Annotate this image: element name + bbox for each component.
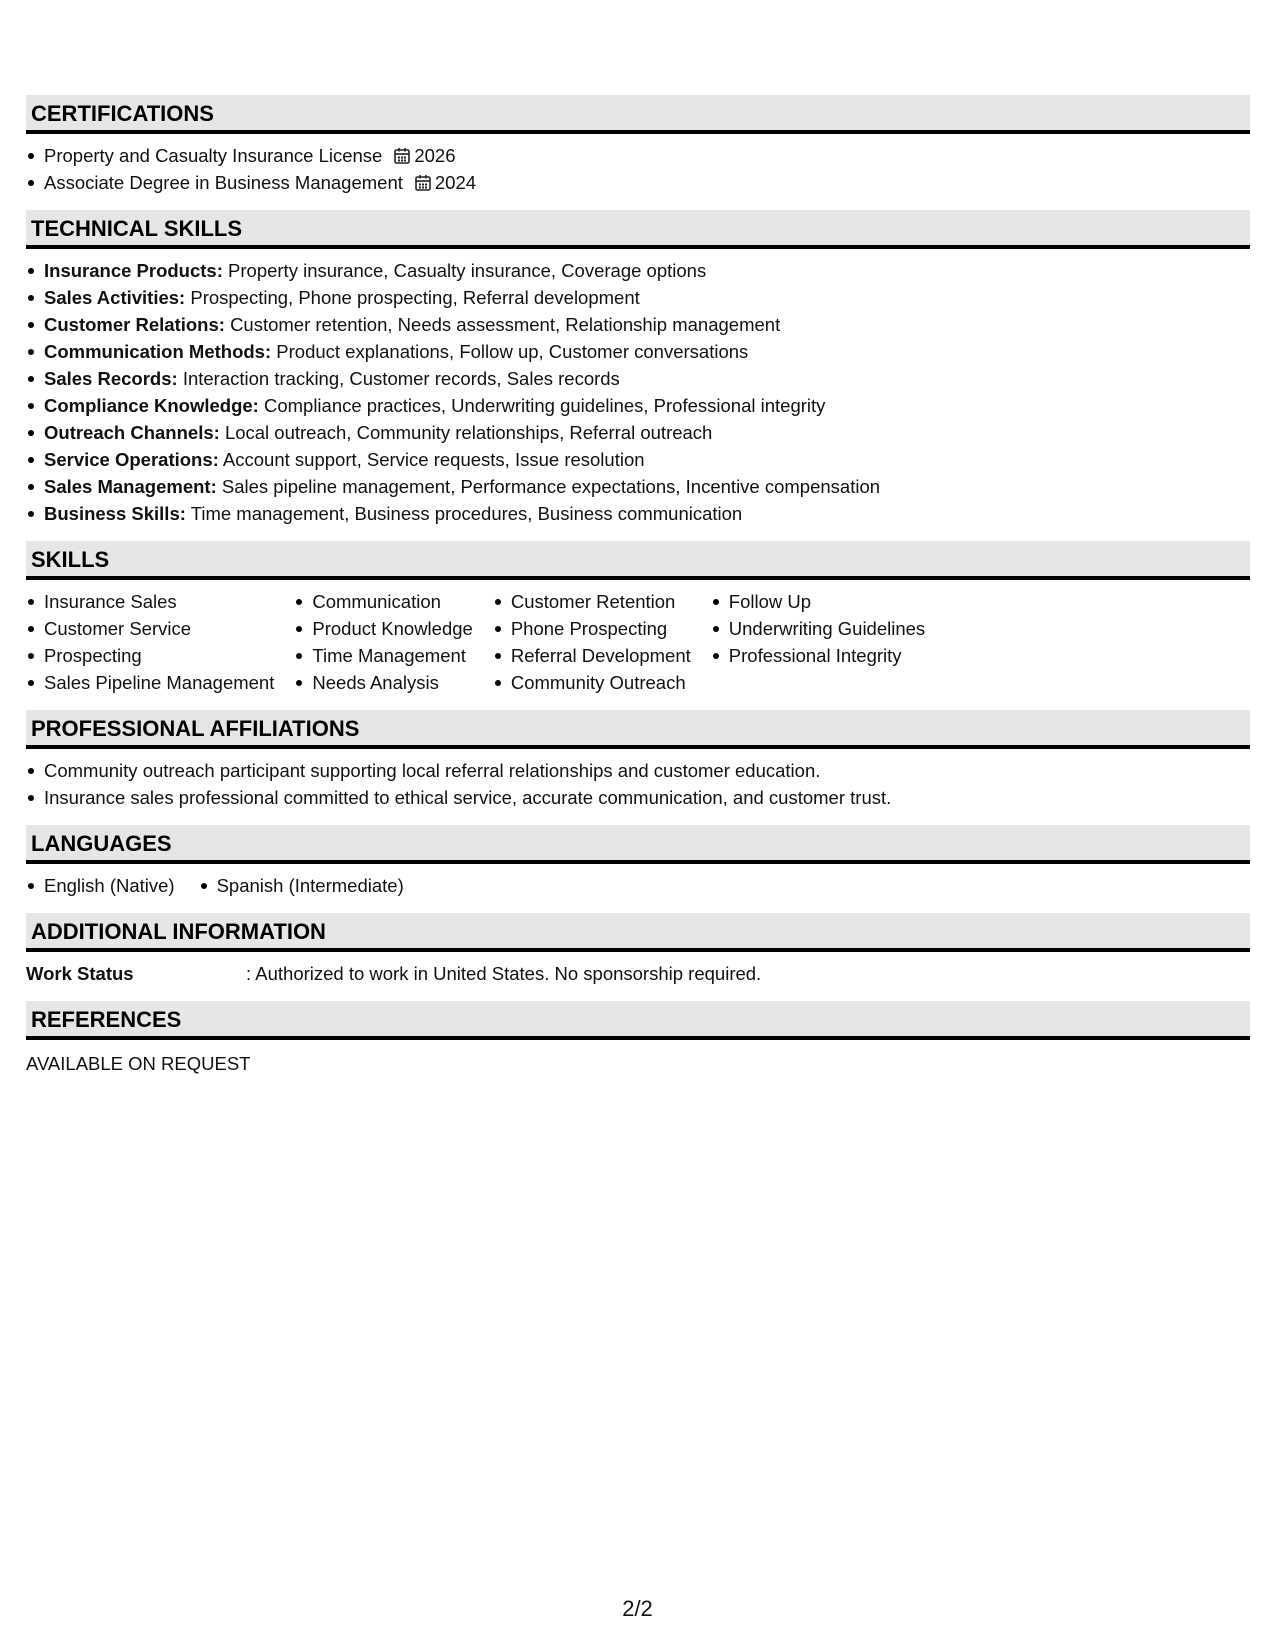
calendar-icon xyxy=(415,174,431,191)
languages-section xyxy=(26,825,1250,899)
affiliations-section xyxy=(26,710,1250,811)
skill-item: Prospecting xyxy=(26,642,274,669)
skill-item: Needs Analysis xyxy=(294,669,472,696)
language-item: English (Native) xyxy=(26,872,175,899)
certification-name: Associate Degree in Business Management xyxy=(44,172,403,193)
references-heading: REFERENCES xyxy=(26,1001,1250,1040)
skills-grid xyxy=(26,580,1250,696)
skill-item: Sales Pipeline Management xyxy=(26,669,274,696)
technical-skill-item xyxy=(26,311,1250,338)
work-status-value: : Authorized to work in United States. No sponsorship required. xyxy=(246,963,762,984)
skill-values: Account support, Service requests, Issue resolution xyxy=(222,449,645,470)
skill-values: Compliance practices, Underwriting guidelines, Professional integrity xyxy=(263,395,826,416)
skill-category: Communication Methods: xyxy=(44,341,272,362)
languages-heading: LANGUAGES xyxy=(26,825,1250,864)
skill-values: Prospecting, Phone prospecting, Referral development xyxy=(190,287,640,308)
skill-values: Property insurance, Casualty insurance, Coverage options xyxy=(228,260,707,281)
skill-category: Sales Management: xyxy=(44,476,217,497)
technical-skill-item xyxy=(26,338,1250,365)
skill-category: Insurance Products: xyxy=(44,260,223,281)
skills-column xyxy=(294,588,472,696)
skill-category: Outreach Channels: xyxy=(44,422,220,443)
skill-item: Phone Prospecting xyxy=(493,615,691,642)
skill-item: Customer Retention xyxy=(493,588,691,615)
skill-item: Underwriting Guidelines xyxy=(711,615,925,642)
certification-item xyxy=(26,142,1250,169)
certifications-list xyxy=(26,134,1250,196)
certifications-heading: CERTIFICATIONS xyxy=(26,95,1250,134)
certifications-section xyxy=(26,95,1250,196)
languages-list xyxy=(26,864,1250,899)
skill-values: Sales pipeline management, Performance expectations, Incentive compensation xyxy=(221,476,881,497)
skill-item: Time Management xyxy=(294,642,472,669)
skill-category: Compliance Knowledge: xyxy=(44,395,259,416)
affiliations-list xyxy=(26,749,1250,811)
skill-item: Professional Integrity xyxy=(711,642,925,669)
affiliations-heading: PROFESSIONAL AFFILIATIONS xyxy=(26,710,1250,749)
language-item: Spanish (Intermediate) xyxy=(199,872,404,899)
technical-skill-item xyxy=(26,419,1250,446)
technical-skill-item xyxy=(26,446,1250,473)
affiliation-item: Insurance sales professional committed to ethical service, accurate communication, and customer trust. xyxy=(26,784,1250,811)
skills-column xyxy=(26,588,274,696)
skill-category: Customer Relations: xyxy=(44,314,225,335)
skill-values: Customer retention, Needs assessment, Relationship management xyxy=(230,314,781,335)
skill-category: Business Skills: xyxy=(44,503,186,524)
additional-info-section xyxy=(26,913,1250,987)
technical-skill-item xyxy=(26,365,1250,392)
page-number: 2/2 xyxy=(622,1596,653,1621)
technical-skill-item xyxy=(26,284,1250,311)
skills-column xyxy=(711,588,925,696)
work-status-label: Work Status xyxy=(26,963,134,984)
skill-values: Product explanations, Follow up, Customer conversations xyxy=(276,341,749,362)
skill-item: Follow Up xyxy=(711,588,925,615)
skill-item: Product Knowledge xyxy=(294,615,472,642)
technical-skills-heading: TECHNICAL SKILLS xyxy=(26,210,1250,249)
technical-skills-section xyxy=(26,210,1250,527)
technical-skills-list xyxy=(26,249,1250,527)
certification-year: 2026 xyxy=(414,145,456,166)
references-text: AVAILABLE ON REQUEST xyxy=(26,1053,251,1074)
skill-item: Community Outreach xyxy=(493,669,691,696)
skill-item: Communication xyxy=(294,588,472,615)
skill-item: Insurance Sales xyxy=(26,588,274,615)
references-section xyxy=(26,1001,1250,1077)
skill-category: Sales Activities: xyxy=(44,287,186,308)
skills-heading: SKILLS xyxy=(26,541,1250,580)
skill-values: Time management, Business procedures, Business communication xyxy=(190,503,743,524)
technical-skill-item xyxy=(26,473,1250,500)
skill-values: Interaction tracking, Customer records, Sales records xyxy=(182,368,620,389)
calendar-icon xyxy=(394,147,410,164)
technical-skill-item xyxy=(26,500,1250,527)
skills-column xyxy=(493,588,691,696)
skill-item: Customer Service xyxy=(26,615,274,642)
skills-section xyxy=(26,541,1250,696)
skill-values: Local outreach, Community relationships, Referral outreach xyxy=(224,422,713,443)
certification-item xyxy=(26,169,1250,196)
skill-category: Sales Records: xyxy=(44,368,178,389)
technical-skill-item xyxy=(26,392,1250,419)
skill-category: Service Operations: xyxy=(44,449,219,470)
certification-name: Property and Casualty Insurance License xyxy=(44,145,383,166)
certification-year: 2024 xyxy=(434,172,477,193)
affiliation-item: Community outreach participant supporting local referral relationships and customer education. xyxy=(26,757,1250,784)
technical-skill-item xyxy=(26,257,1250,284)
work-status-row xyxy=(26,952,1250,987)
resume-page xyxy=(26,95,1250,1091)
additional-info-heading: ADDITIONAL INFORMATION xyxy=(26,913,1250,952)
skill-item: Referral Development xyxy=(493,642,691,669)
